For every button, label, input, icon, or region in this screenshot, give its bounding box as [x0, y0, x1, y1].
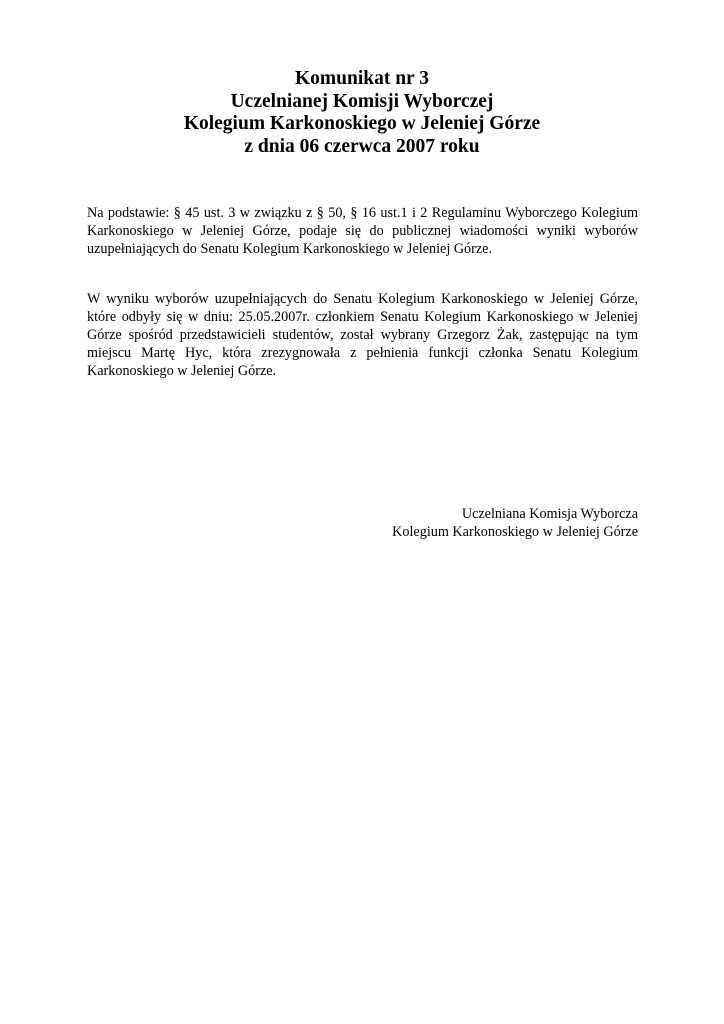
title-line-4: z dnia 06 czerwca 2007 roku: [244, 135, 480, 157]
signature-line-2: Kolegium Karkonoskiego w Jeleniej Górze: [392, 524, 638, 540]
paragraph-legal-basis: Na podstawie: § 45 ust. 3 w związku z § 50, § 16 ust.1 i 2 Regulaminu Wyborczego Kolegium Karkonoskiego w Jeleniej Górze, podaje się do publicznej wiadomości wyniki wyborów uzupełniających do Senatu Kolegium Karkonoskiego w Jeleniej Górze.: [87, 205, 638, 257]
signature-line-1: Uczelniana Komisja Wyborcza: [461, 506, 638, 522]
paragraph-election-result: W wyniku wyborów uzupełniających do Senatu Kolegium Karkonoskiego w Jeleniej Górze, które odbyły się w dniu: 25.05.2007r. członkiem Senatu Kolegium Karkonoskiego w Jeleniej Górze spośród przedstawicieli studentów, został wybrany Grzegorz Żak, zastępując na tym miejscu Martę Hyc, która zrezygnowała z pełnienia funkcji członka Senatu Kolegium Karkonoskiego w Jeleniej Górze.: [87, 291, 638, 379]
title-line-1: Komunikat nr 3: [294, 68, 429, 89]
title-line-2: Uczelnianej Komisji Wyborczej: [230, 90, 494, 112]
title-line-3: Kolegium Karkonoskiego w Jeleniej Górze: [183, 113, 541, 134]
signature-block: [392, 505, 638, 541]
document-title: [0, 68, 724, 158]
